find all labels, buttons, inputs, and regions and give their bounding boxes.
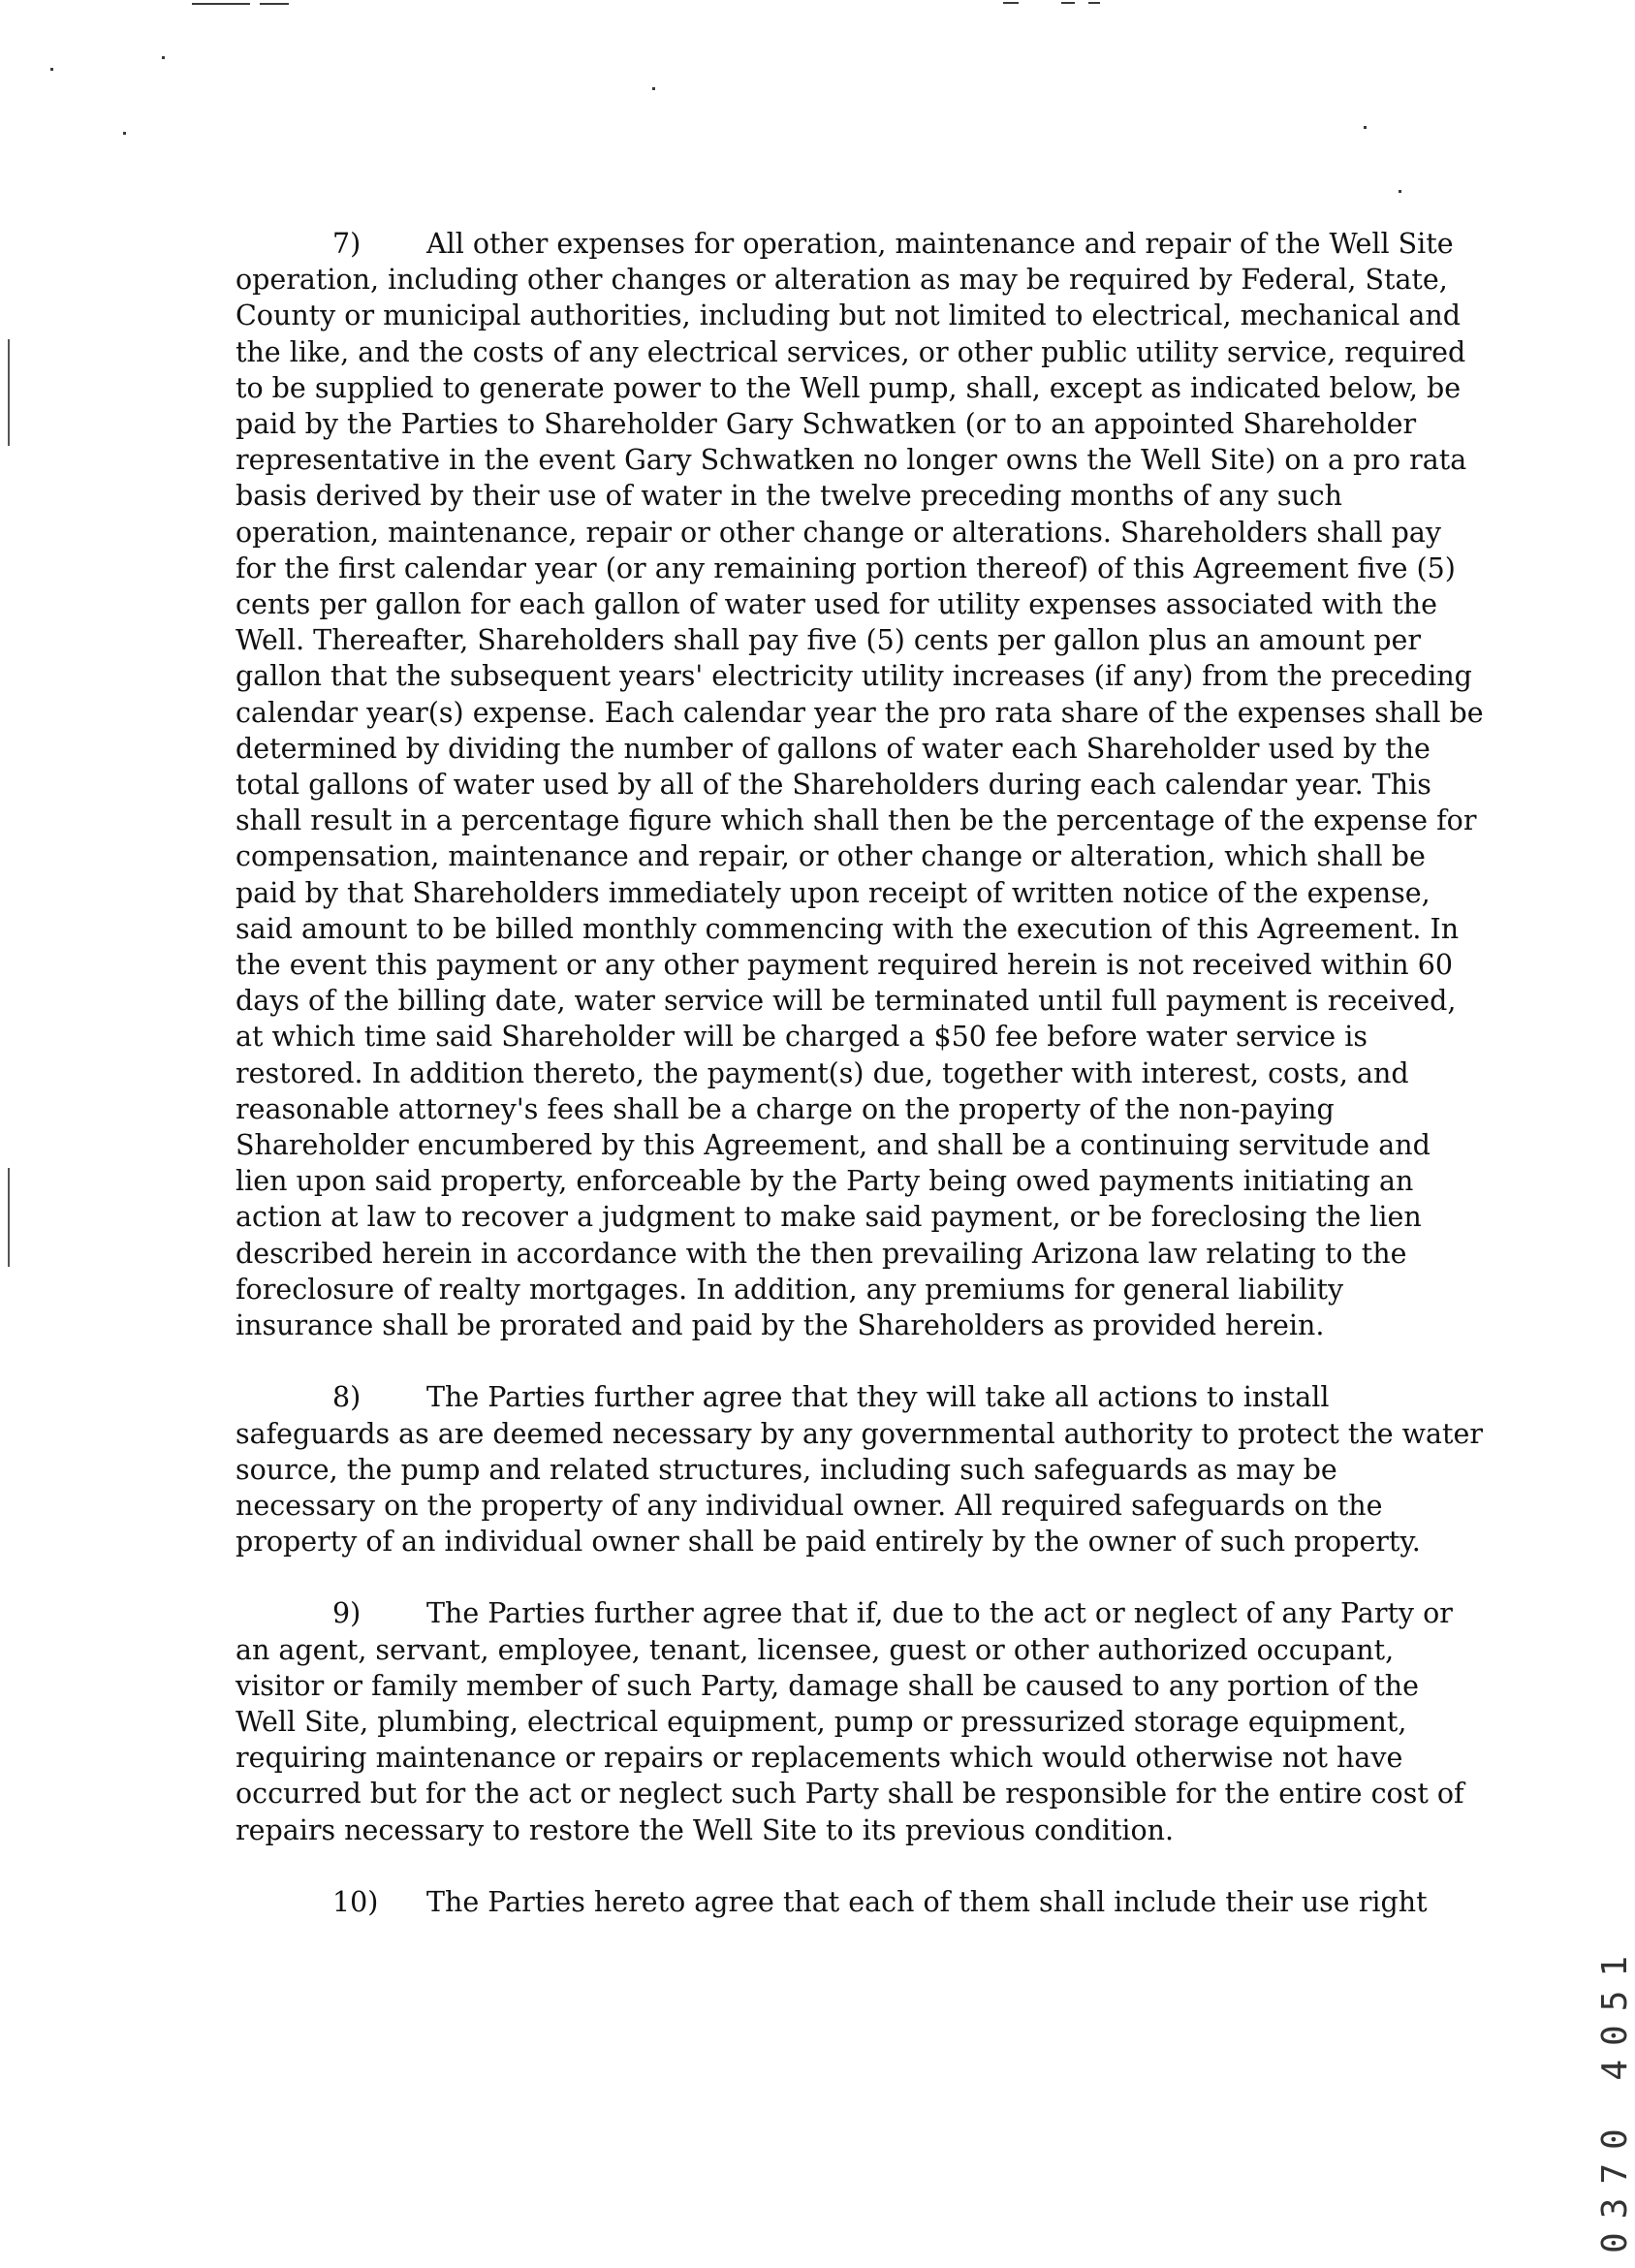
paragraph-text: calendar year(s) expense. Each calendar year the pro rata share of the expenses shall be bbox=[236, 696, 1484, 729]
paragraph-text: paid by that Shareholders immediately upon receipt of written notice of the expense, bbox=[236, 876, 1431, 909]
paragraph-text: lien upon said property, enforceable by the Party being owed payments initiating an bbox=[236, 1165, 1414, 1198]
paragraph-text: source, the pump and related structures, including such safeguards as may be bbox=[236, 1453, 1337, 1486]
paragraph-line bbox=[236, 1812, 1394, 1848]
paragraph-text: Well. Thereafter, Shareholders shall pay five (5) cents per gallon plus an amount per bbox=[236, 624, 1421, 657]
paragraph-3 bbox=[236, 1595, 1464, 1847]
paragraph-line bbox=[236, 875, 1431, 911]
paragraph-line bbox=[236, 1632, 1394, 1668]
margin-bar-upper bbox=[8, 339, 10, 446]
paragraph-line bbox=[236, 586, 1438, 622]
paragraph-line bbox=[236, 658, 1472, 694]
scan-speck bbox=[1399, 190, 1401, 193]
paragraph-text: the event this payment or any other payment required herein is not received within 60 bbox=[236, 949, 1453, 982]
paragraph-line bbox=[236, 262, 1448, 298]
paragraph-line bbox=[236, 1379, 1394, 1415]
paragraph-text: Well Site, plumbing, electrical equipment, pump or pressurized storage equipment, bbox=[236, 1705, 1407, 1738]
scan-speck bbox=[162, 56, 165, 59]
paragraph-number: 9) bbox=[332, 1597, 362, 1630]
paragraph-text: described herein in accordance with the then prevailing Arizona law relating to the bbox=[236, 1237, 1407, 1270]
paragraph-text: at which time said Shareholder will be charged a $50 fee before water service is bbox=[236, 1021, 1368, 1054]
paragraph-line bbox=[236, 1199, 1422, 1235]
paragraph-line bbox=[236, 442, 1467, 478]
paragraph-line bbox=[236, 1416, 1483, 1452]
paragraph-line bbox=[236, 551, 1456, 586]
paragraph-line bbox=[236, 1452, 1394, 1488]
paragraph-text: restored. In addition thereto, the payment(s) due, together with interest, costs, and bbox=[236, 1056, 1409, 1089]
paragraph-number: 10) bbox=[332, 1885, 379, 1918]
paragraph-text: insurance shall be prorated and paid by the Shareholders as provided herein. bbox=[236, 1309, 1325, 1342]
paragraph-line bbox=[236, 478, 1394, 514]
paragraph-text: safeguards as are deemed necessary by any governmental authority to protect the water bbox=[236, 1417, 1483, 1450]
paragraph-text: representative in the event Gary Schwatken no longer owns the Well Site) on a pro rata bbox=[236, 444, 1467, 477]
paragraph-line bbox=[236, 515, 1441, 551]
paragraph-line bbox=[236, 1524, 1421, 1559]
paragraph-text: visitor or family member of such Party, damage shall be caused to any portion of the bbox=[236, 1669, 1420, 1702]
paragraph-text: total gallons of water used by all of the Shareholders during each calendar year. This bbox=[236, 769, 1431, 802]
paragraph-text: necessary on the property of any individual owner. All required safeguards on the bbox=[236, 1489, 1383, 1522]
paragraph-line bbox=[236, 226, 1454, 262]
paragraph-text: the like, and the costs of any electrical services, or other public utility service, required bbox=[236, 335, 1466, 368]
bates-stamp bbox=[1551, 1531, 1635, 2268]
paragraph-line bbox=[236, 1740, 1403, 1776]
paragraph-text: All other expenses for operation, maintenance and repair of the Well Site bbox=[426, 228, 1454, 260]
paragraph-text: days of the billing date, water service will be terminated until full payment is received, bbox=[236, 985, 1457, 1018]
paragraph-text: operation, maintenance, repair or other change or alterations. Shareholders shall pay bbox=[236, 516, 1441, 549]
paragraph-text: for the first calendar year (or any remaining portion thereof) of this Agreement five (5) bbox=[236, 551, 1456, 584]
paragraph-line bbox=[236, 803, 1477, 838]
paragraph-line bbox=[236, 1704, 1407, 1740]
paragraph-text: occurred but for the act or neglect such Party shall be responsible for the entire cost of bbox=[236, 1778, 1464, 1811]
paragraph-text: gallon that the subsequent years' electricity utility increases (if any) from the preceding bbox=[236, 660, 1472, 693]
scan-mark-top-left bbox=[192, 3, 250, 5]
paragraph-number: 8) bbox=[332, 1381, 362, 1414]
paragraph-2 bbox=[236, 1379, 1483, 1559]
paragraph-text: Shareholder encumbered by this Agreement, and shall be a continuing servitude and bbox=[236, 1129, 1431, 1162]
paragraph-line bbox=[236, 1055, 1409, 1091]
paragraph-text: shall result in a percentage figure which shall then be the percentage of the expense for bbox=[236, 804, 1477, 837]
paragraph-text: The Parties further agree that they will take all actions to install bbox=[426, 1381, 1330, 1414]
paragraph-line bbox=[236, 1307, 1394, 1343]
paragraph-text: The Parties further agree that if, due to the act or neglect of any Party or bbox=[426, 1597, 1453, 1630]
paragraph-line bbox=[236, 1595, 1453, 1631]
paragraph-text: determined by dividing the number of gallons of water each Shareholder used by the bbox=[236, 732, 1431, 765]
scan-speck bbox=[50, 68, 53, 71]
paragraph-line bbox=[236, 1127, 1431, 1163]
paragraph-line bbox=[236, 1236, 1407, 1272]
paragraph-line bbox=[236, 838, 1426, 874]
paragraph-line bbox=[236, 1668, 1420, 1704]
paragraph-line bbox=[236, 1776, 1464, 1811]
paragraph-line bbox=[236, 695, 1484, 731]
paragraph-text: an agent, servant, employee, tenant, licensee, guest or other authorized occupant, bbox=[236, 1633, 1395, 1666]
bates-number: 0370 4051 bbox=[1595, 1941, 1635, 2253]
scan-mark-top-center bbox=[1003, 2, 1019, 4]
paragraph-line bbox=[236, 334, 1466, 370]
paragraph-line bbox=[236, 370, 1462, 406]
paragraph-text: The Parties hereto agree that each of them shall include their use right bbox=[426, 1885, 1428, 1918]
paragraph-line bbox=[236, 1091, 1394, 1127]
scan-mark-top-center-2 bbox=[1061, 2, 1075, 4]
paragraph-text: to be supplied to generate power to the Well pump, shall, except as indicated below, be bbox=[236, 371, 1462, 404]
paragraph-4 bbox=[236, 1884, 1428, 1920]
paragraph-line bbox=[236, 767, 1431, 803]
paragraph-text: basis derived by their use of water in the twelve preceding months of any such bbox=[236, 480, 1343, 513]
paragraph-line bbox=[236, 1884, 1428, 1920]
paragraph-text: operation, including other changes or alteration as may be required by Federal, State, bbox=[236, 264, 1448, 297]
scan-speck bbox=[1364, 126, 1367, 129]
paragraph-text: repairs necessary to restore the Well Site to its previous condition. bbox=[236, 1813, 1175, 1846]
paragraph-text: requiring maintenance or repairs or replacements which would otherwise not have bbox=[236, 1742, 1403, 1775]
scan-speck bbox=[652, 87, 655, 90]
paragraph-line bbox=[236, 1163, 1414, 1199]
paragraph-line bbox=[236, 622, 1421, 658]
paragraph-line bbox=[236, 406, 1417, 442]
paragraph-line bbox=[236, 1488, 1394, 1524]
paragraph-line bbox=[236, 298, 1461, 333]
margin-bar-lower bbox=[8, 1168, 10, 1267]
paragraph-text: compensation, maintenance and repair, or other change or alteration, which shall be bbox=[236, 840, 1426, 873]
paragraph-text: said amount to be billed monthly commencing with the execution of this Agreement. In bbox=[236, 912, 1460, 945]
paragraph-text: property of an individual owner shall be paid entirely by the owner of such property. bbox=[236, 1526, 1421, 1559]
paragraph-text: reasonable attorney's fees shall be a charge on the property of the non-paying bbox=[236, 1092, 1335, 1125]
scan-mark-top-center-3 bbox=[1088, 2, 1100, 4]
paragraph-line bbox=[236, 731, 1431, 767]
paragraph-line bbox=[236, 1019, 1394, 1055]
paragraph-text: foreclosure of realty mortgages. In addition, any premiums for general liability bbox=[236, 1273, 1344, 1306]
scan-mark-top-left-2 bbox=[260, 3, 289, 5]
paragraph-text: action at law to recover a judgment to make said payment, or be foreclosing the lien bbox=[236, 1201, 1422, 1234]
paragraph-line bbox=[236, 983, 1457, 1019]
paragraph-text: County or municipal authorities, including but not limited to electrical, mechanical and bbox=[236, 299, 1461, 332]
paragraph-line bbox=[236, 1272, 1394, 1307]
paragraph-line bbox=[236, 947, 1453, 983]
paragraph-1 bbox=[236, 226, 1484, 1343]
scan-speck bbox=[123, 132, 126, 135]
paragraph-text: paid by the Parties to Shareholder Gary Schwatken (or to an appointed Shareholder bbox=[236, 408, 1417, 441]
paragraph-line bbox=[236, 911, 1460, 947]
document-body bbox=[236, 226, 1484, 1956]
paragraph-text: cents per gallon for each gallon of water used for utility expenses associated with the bbox=[236, 588, 1438, 621]
paragraph-number: 7) bbox=[332, 228, 362, 260]
